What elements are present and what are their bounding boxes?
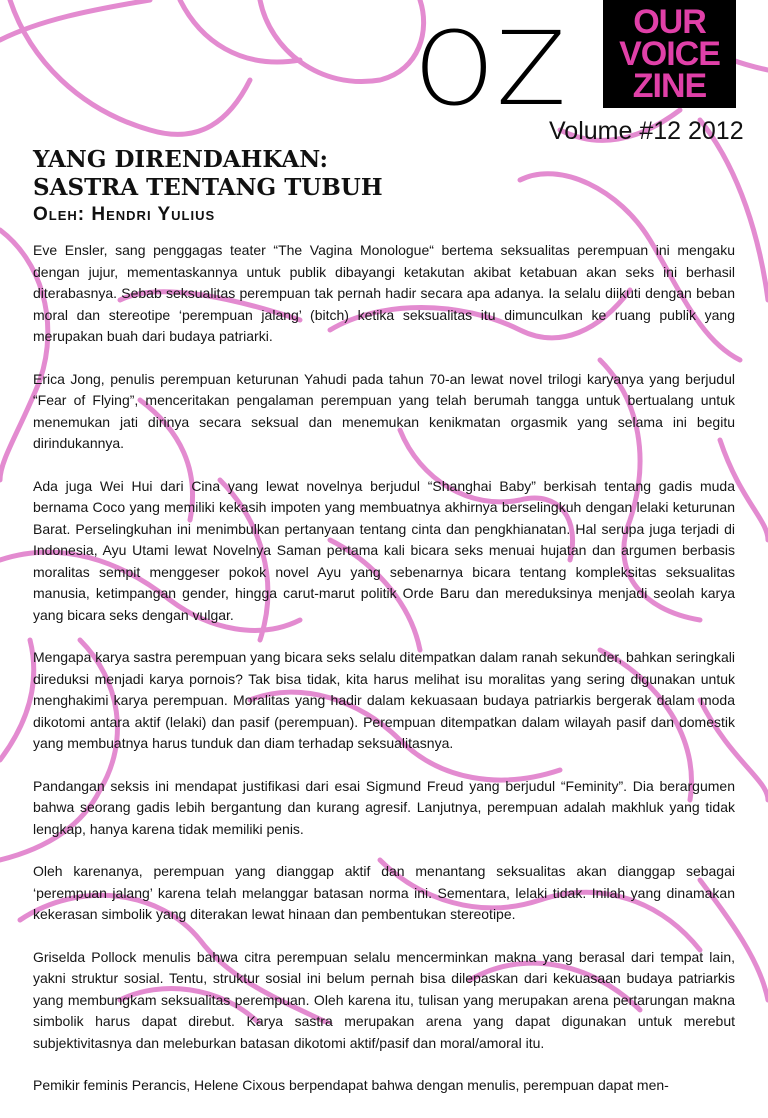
volume-label: Volume #12 2012	[549, 117, 744, 145]
paragraph: Mengapa karya sastra perempuan yang bicara seks selalu ditempatkan dalam ranah sekunder, bahkan seringkali direduksi menjadi karya pornois? Tak bisa tidak, kita harus melihat isu moralitas yang sering digunakan untuk menghakimi karya perempuan. Moralitas yang hadir dalam kekuasaan budaya patriarkis bergerak dalam moda dikotomi antara aktif (lelaki) dan pasif (perempuan). Perempuan ditempatkan dalam wilayah pasif dan domestik yang membuatnya harus tunduk dan diam terhadap seksualitasnya.	[33, 649, 735, 751]
paragraph: Griselda Pollock menulis bahwa citra perempuan selalu mencerminkan makna yang berasal dari tempat lain, yakni struktur sosial. Tentu, struktur sosial ini belum pernah bisa dilepaskan dari kekuasaan budaya patriarkis yang membungkam seksualitas perempuan. Oleh karena itu, tulisan yang merupakan arena pertarungan makna simbolik harus dapat direbut. Karya sastra merupakan arena yang dapat digunakan untuk merebut subjektivitasnya dan meleburkan batasan dikotomi aktif/pasif dan moral/amoral itu.	[33, 948, 735, 1051]
illustration-stroke	[180, 0, 300, 62]
title-line-1: YANG DIRENDAHKAN:	[33, 146, 328, 173]
paragraph: Ada juga Wei Hui dari Cina yang lewat novelnya berjudul “Shanghai Baby” berkisah tentang gadis muda bernama Coco yang memiliki kekasih impoten yang membuatnya akhirnya berselingkuh dengan lelaki keturunan Barat. Perselingkuhan ini menimbulkan pertanyaan tentang cinta dan pengkhianatan. Hal serupa juga terjadi di Indonesia, Ayu Utami lewat Novelnya Saman pertama kali bicara seks menuai hujatan dan argumen berbasis moralitas sempit menggeser pokok novel Ayu yang sebenarnya bicara tentang kompleksitas seksualitas manusia, ketimpangan gender, hingga carut-marut politik Orde Baru dan mereduksinya menjadi seolah karya yang bicara seks dengan vulgar.	[33, 477, 735, 623]
article-author: Oleh: Hendri Yulius	[33, 204, 216, 225]
oz-logo: OZ	[414, 10, 569, 129]
paragraph: Erica Jong, penulis perempuan keturunan Yahudi pada tahun 70-an lewat novel trilogi karyanya yang berjudul “Fear of Flying”, menceritakan pengalaman perempuan yang telah berumah tangga untuk bertualang untuk menemukan jati dirinya secara seksual dan menemukan kenikmatan orgasmik yang selama ini begitu dirindukannya.	[33, 370, 735, 451]
article-body	[33, 240, 735, 1118]
paragraph: Eve Ensler, sang penggagas teater “The Vagina Monologue“ bertema seksualitas perempuan ini mengaku dengan jujur, mementaskannya untuk publik dibayangi ketakutan akibat ketabuan akan seks ini berhasil diterabasnya. Sebab seksualitas perempuan tak pernah hadir secara apa adanya. Ia selalu diikuti dengan beban moral dan stereotipe ‘perempuan jalang’ (bitch) ketika seksualitas itu dimunculkan ke ruang publik yang merupakan buah dari budaya patriarki.	[33, 242, 735, 344]
paragraph: Oleh karenanya, perempuan yang dianggap aktif dan menantang seksualitas akan dianggap sebagai ‘perempuan jalang’ karena telah melanggar batasan norma ini. Sementara, lelaki tidak. Inilah yang dinamakan kekerasan simbolik yang diterakan lewat hinaan dan pembentukan stereotipe.	[33, 863, 735, 922]
zine-line-1: OUR	[633, 3, 706, 41]
title-line-2: SASTRA TENTANG TUBUH	[33, 174, 383, 201]
illustration-stroke	[260, 0, 424, 82]
illustration-stroke	[0, 640, 34, 760]
paragraph: Pemikir feminis Perancis, Helene Cixous berpendapat bahwa dengan menulis, perempuan dapat men-	[33, 1077, 669, 1093]
our-voice-zine-logo	[603, 0, 736, 108]
zine-line-3: ZINE	[632, 67, 707, 105]
paragraph: Pandangan seksis ini mendapat justifikasi dari esai Sigmund Freud yang berjudul “Feminity”. Dia berargumen bahwa seorang gadis lebih bergantung dan kurang agresif. Lanjutnya, perempuan adalah makhluk yang tidak lengkap, hanya karena tidak memiliki penis.	[33, 777, 735, 837]
zine-line-2: VOICE	[619, 35, 720, 73]
article-title	[33, 146, 383, 202]
